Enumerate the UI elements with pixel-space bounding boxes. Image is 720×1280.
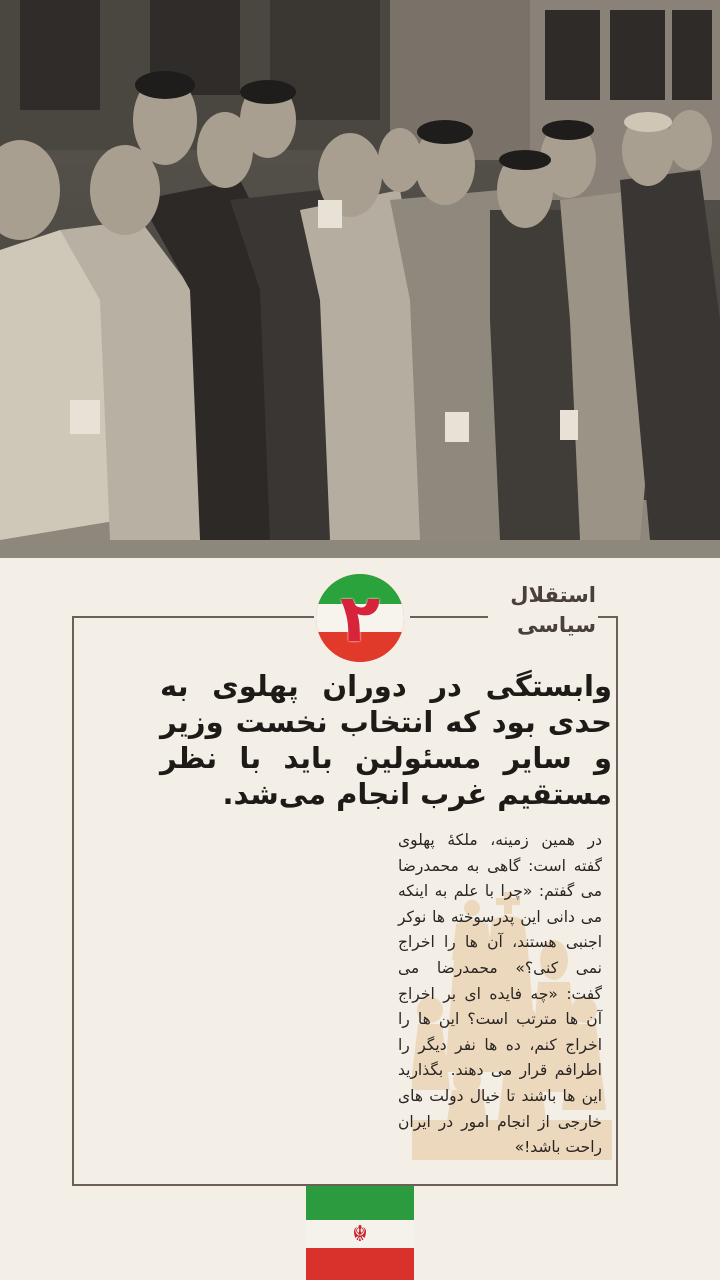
- voters-queue-photo: [0, 0, 720, 558]
- section-label: [492, 580, 596, 640]
- section-label-line2: سیاسی: [516, 613, 596, 637]
- frame-divider-right: [410, 616, 488, 618]
- number-badge-icon: [316, 574, 404, 662]
- photo-illustration: [0, 0, 720, 558]
- flag-green-band: [306, 1186, 414, 1220]
- badge-number: ۲: [339, 579, 381, 657]
- body-paragraph: در همین زمینه، ملکهٔ پهلوی گفته است: گاهی به محمدرضا می گفتم: «چرا با علم به اینکه می دانی این پدرسوخته ها نوکر اجنبی هستند، آن ها را اخراج نمی کنی؟» محمدرضا می گفت: «چه فایده ای بر اخراج آن ها مترتب است؟ این ها را اخراج کنم، ده ها نفر دیگر را اطرافم قرار می دهند. بگذارید این ها باشند تا خیال دولت های خارجی از انجام امور در ایران راحت باشد!»: [398, 831, 602, 1157]
- flag-red-band: [306, 1248, 414, 1280]
- frame-divider-left: [72, 616, 314, 618]
- frame-divider-tail: [598, 616, 618, 618]
- iran-flag-icon: [306, 1186, 414, 1280]
- section-label-line1: استقلال: [510, 583, 596, 607]
- headline: وابستگی در دوران پهلوی به حدی بود که انتخاب نخست وزیر و سایر مسئولین باید با نظر مستقیم غرب انجام می‌شد.: [160, 669, 612, 811]
- flag-emblem-icon: ☬: [352, 1221, 368, 1247]
